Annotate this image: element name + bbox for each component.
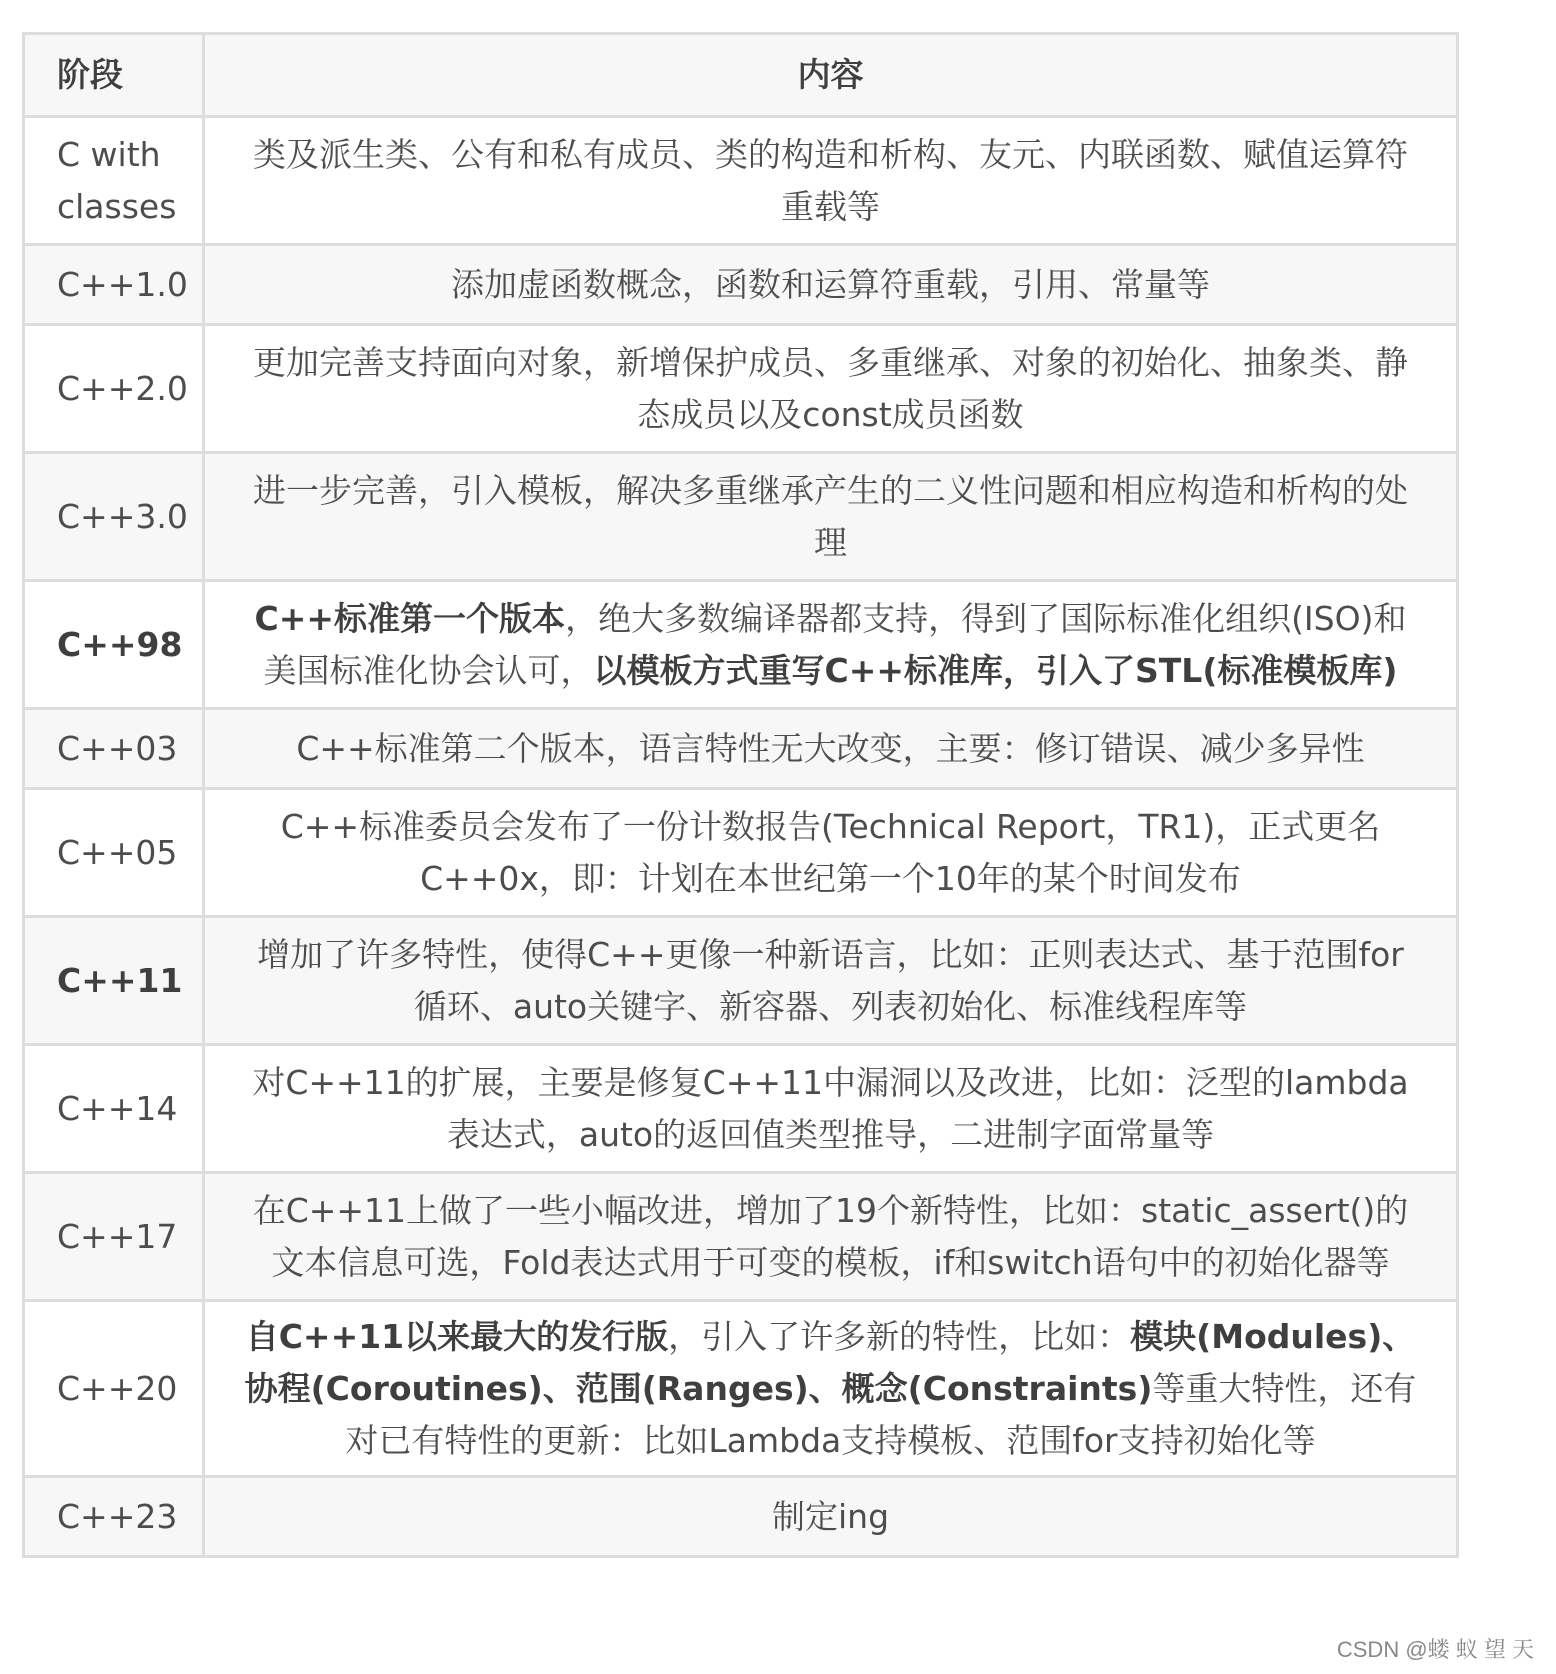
table-row <box>24 1173 1458 1301</box>
content-text: 等重大特性，还有对已有特性的更新：比如Lambda支持模板、范围for支持初始化等 <box>345 1368 1417 1460</box>
stage-cell: C++23 <box>24 1477 204 1557</box>
content-cell: 进一步完善，引入模板，解决多重继承产生的二义性问题和相应构造和析构的处理 <box>204 453 1458 581</box>
table-row <box>24 453 1458 581</box>
content-text: ，绝大多数编译器都支持，得到了国际标准化组织(ISO)和美国标准化协会认可， <box>263 598 1407 690</box>
column-header-stage: 阶段 <box>24 34 204 117</box>
watermark: CSDN @蝼 蚁 望 天 <box>1336 1637 1534 1662</box>
stage-cell: C++2.0 <box>24 325 204 453</box>
cpp-history-table-container <box>22 32 1456 1558</box>
table-row <box>24 325 1458 453</box>
content-bold-text: 自C++11以来最大的发行版 <box>245 1316 669 1356</box>
content-cell: C++标准委员会发布了一份计数报告(Technical Report，TR1)，正式更名C++0x，即：计划在本世纪第一个10年的某个时间发布 <box>204 789 1458 917</box>
content-cell: 对C++11的扩展，主要是修复C++11中漏洞以及改进，比如：泛型的lambda表达式，auto的返回值类型推导，二进制字面常量等 <box>204 1045 1458 1173</box>
stage-cell: C++17 <box>24 1173 204 1301</box>
content-cell: 在C++11上做了一些小幅改进，增加了19个新特性，比如：static_assert()的文本信息可选，Fold表达式用于可变的模板，if和switch语句中的初始化器等 <box>204 1173 1458 1301</box>
content-cell: 增加了许多特性，使得C++更像一种新语言，比如：正则表达式、基于范围for循环、auto关键字、新容器、列表初始化、标准线程库等 <box>204 917 1458 1045</box>
stage-cell: C++05 <box>24 789 204 917</box>
column-header-content: 内容 <box>204 34 1458 117</box>
table-row <box>24 1045 1458 1173</box>
stage-cell: C++98 <box>24 581 204 709</box>
content-cell: 更加完善支持面向对象，新增保护成员、多重继承、对象的初始化、抽象类、静态成员以及const成员函数 <box>204 325 1458 453</box>
content-text: ，引入了许多新的特性，比如： <box>668 1316 1131 1356</box>
content-bold-text: 以模板方式重写C++标准库，引入了STL(标准模板库) <box>593 650 1398 690</box>
stage-cell: C++14 <box>24 1045 204 1173</box>
table-row <box>24 1301 1458 1477</box>
stage-cell: C++3.0 <box>24 453 204 581</box>
content-bold-text: C++标准第一个版本 <box>254 598 566 638</box>
content-cell: 添加虚函数概念，函数和运算符重载，引用、常量等 <box>204 245 1458 325</box>
table-row <box>24 1477 1458 1557</box>
content-cell: 制定ing <box>204 1477 1458 1557</box>
table-row <box>24 709 1458 789</box>
stage-cell: C++03 <box>24 709 204 789</box>
stage-cell: C++20 <box>24 1301 204 1477</box>
cpp-history-table <box>22 32 1459 1558</box>
table-row <box>24 245 1458 325</box>
table-row <box>24 117 1458 245</box>
table-row <box>24 917 1458 1045</box>
stage-cell: C++11 <box>24 917 204 1045</box>
content-cell <box>204 581 1458 709</box>
content-cell: C++标准第二个版本，语言特性无大改变，主要：修订错误、减少多异性 <box>204 709 1458 789</box>
content-cell <box>204 1301 1458 1477</box>
stage-cell: C with classes <box>24 117 204 245</box>
table-row <box>24 581 1458 709</box>
content-cell: 类及派生类、公有和私有成员、类的构造和析构、友元、内联函数、赋值运算符重载等 <box>204 117 1458 245</box>
table-row <box>24 789 1458 917</box>
content-bold-text: 模块(Modules)、协程(Coroutines)、范围(Ranges)、概念(Constraints) <box>244 1316 1416 1408</box>
table-header-row <box>24 34 1458 117</box>
stage-cell: C++1.0 <box>24 245 204 325</box>
